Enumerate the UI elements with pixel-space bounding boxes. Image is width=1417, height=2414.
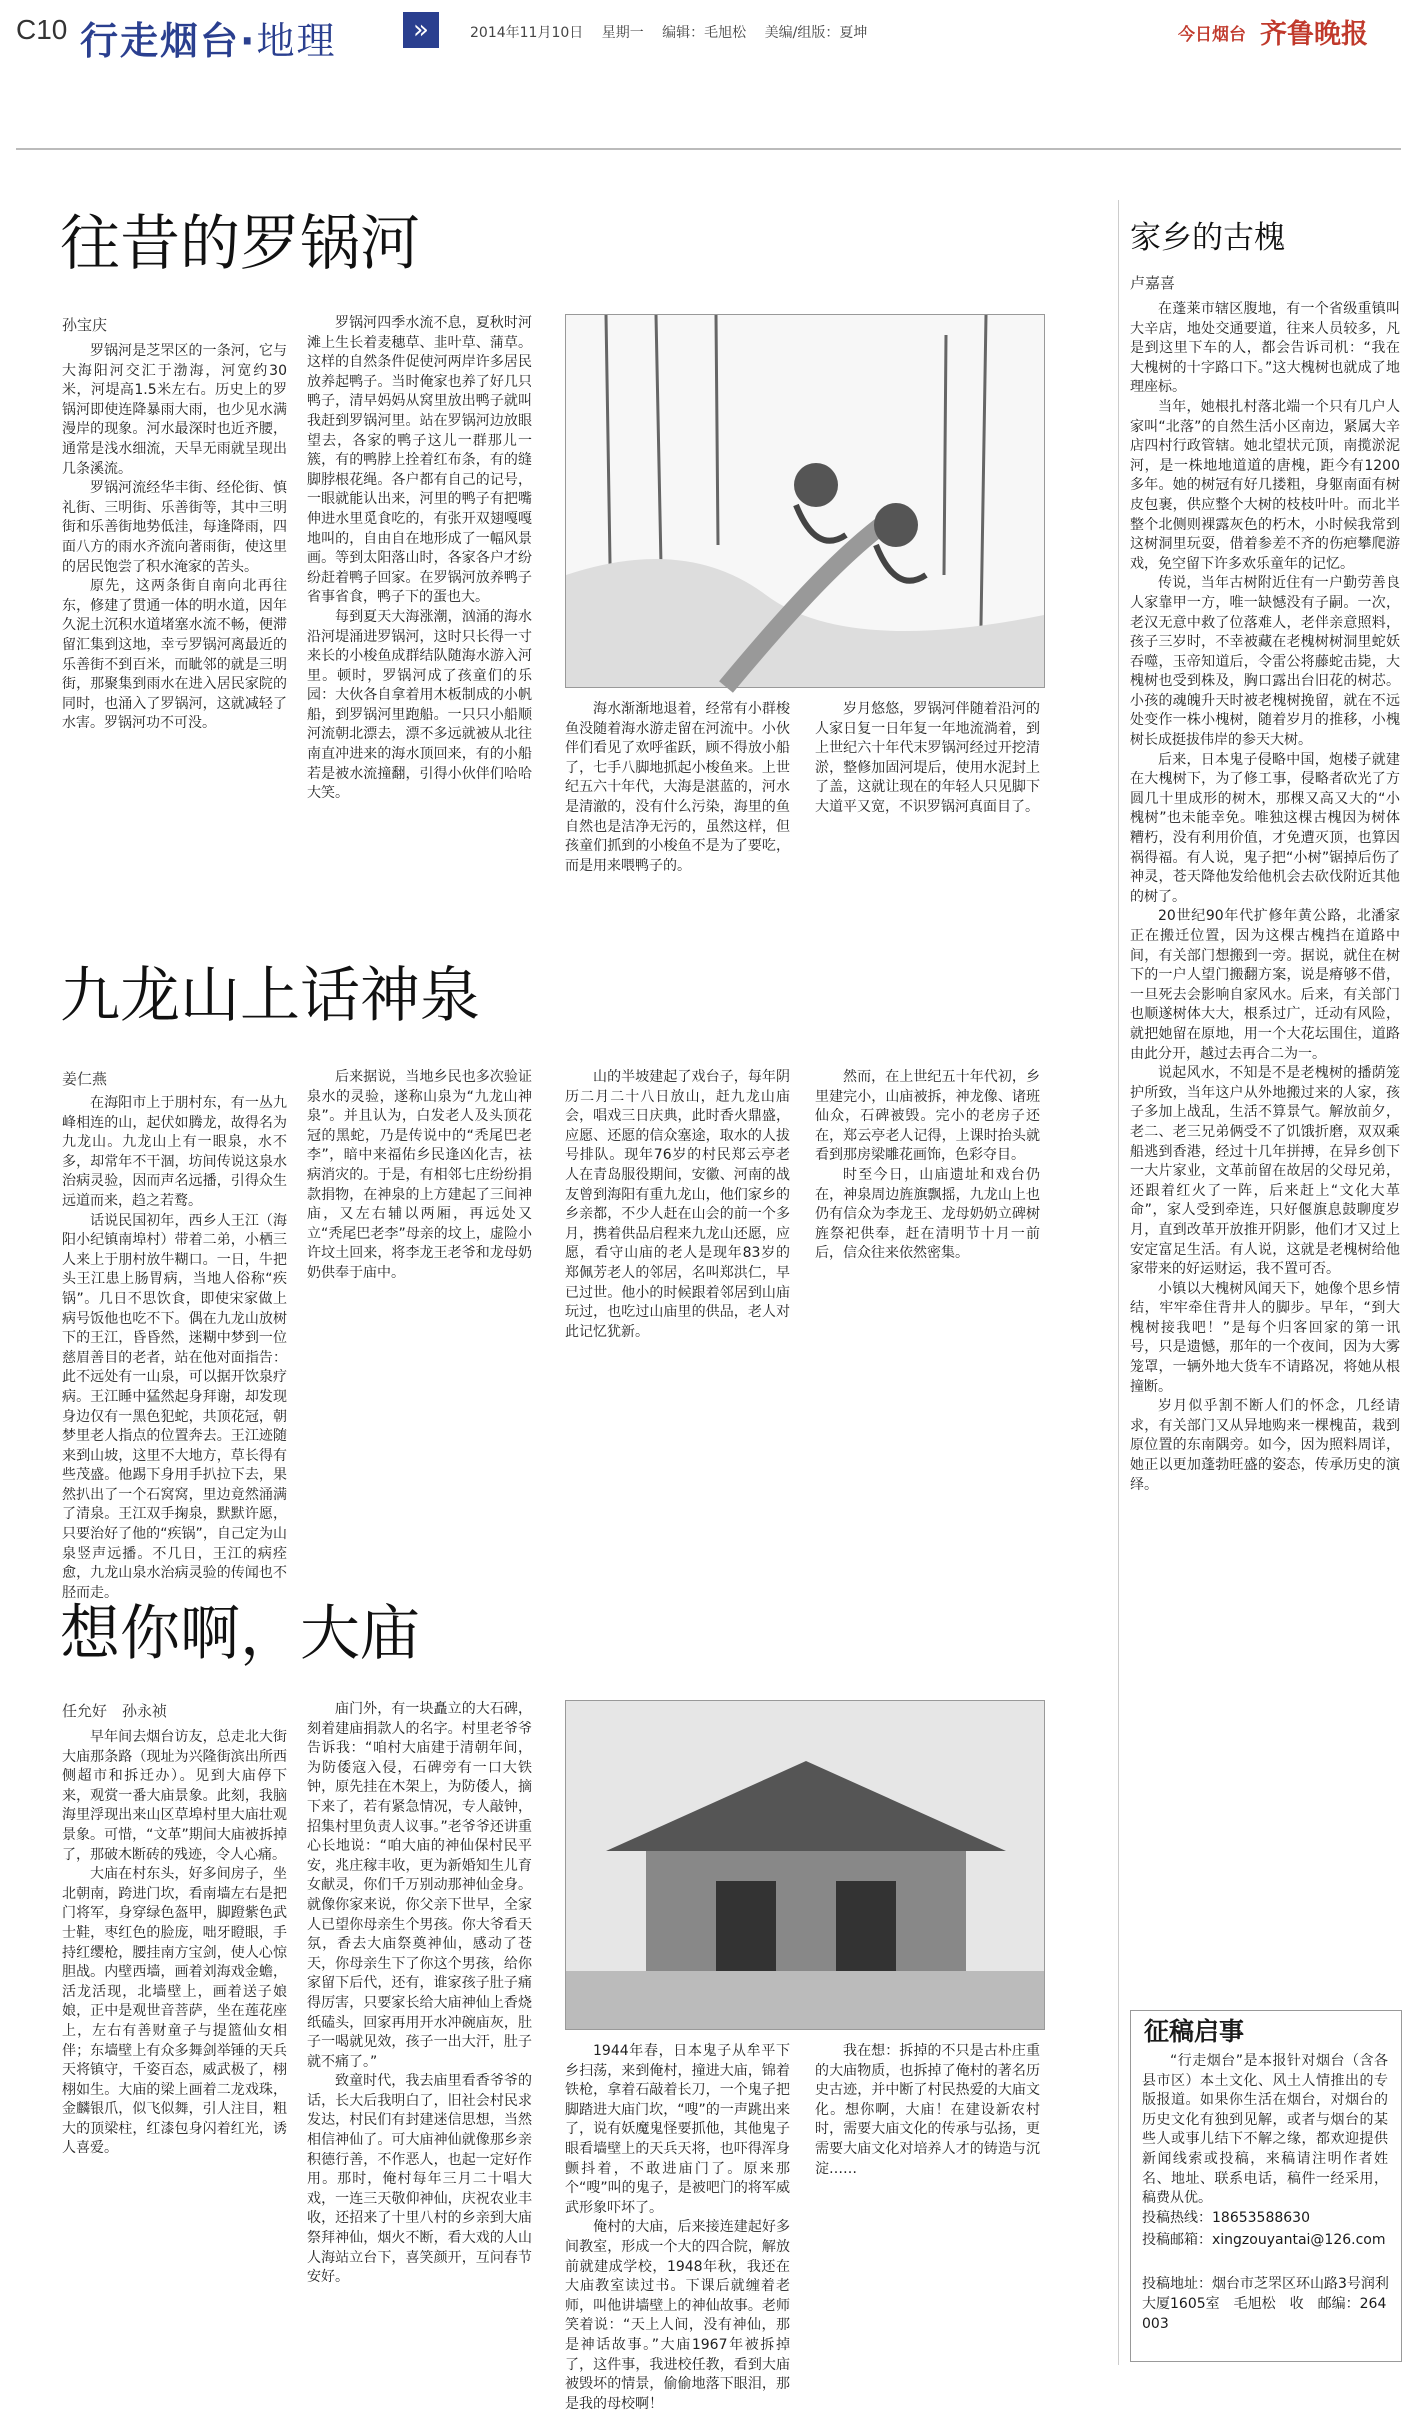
issue-date: 2014年11月10日 (470, 25, 584, 41)
article2-col1 (62, 1094, 287, 1614)
newspaper-logo: 齐鲁晚报 (1260, 19, 1368, 50)
article2-para: 时至今日，山庙遗址和戏台仍在，神泉周边旌旗飘摇，九龙山上也仍有信众为李龙王、龙母奶奶立碑树旌祭祀供奉，赶在清明节十月一前后，信众往来依然密集。 (815, 1166, 1040, 1262)
column-divider (1118, 200, 1119, 2365)
call-address: 投稿地址：烟台市芝罘区环山路3号润利大厦1605室 毛旭松 收 邮编：264003 (1142, 2276, 1389, 2332)
article3-col2 (307, 1700, 532, 2368)
temple-photo-icon (566, 1701, 1044, 2029)
article3-col3 (565, 2042, 790, 2412)
email-label: 投稿邮箱： (1142, 2232, 1212, 2248)
sidebar-author: 卢嘉喜 (1130, 274, 1176, 292)
article3-para: 俺村的大庙，后来接连建起好多间教室，形成一个大的四合院，解放前就建成学校，1948年秋，我还在大庙教室读过书。下课后就缠着老师，叫他讲墙壁上的神仙故事。老师笑着说：“天上人间，没有神仙，那是神话故事。”大庙1967年被拆掉了，这件事，我进校任教，看到大庙被毁坏的情景，偷偷地落下眼泪，那是我的母校啊！ (565, 2219, 790, 2412)
editor-credit: 编辑：毛旭松 (662, 25, 747, 41)
article2-para: 话说民国初年，西乡人王江（海阳小纪镇南埠村）带着二弟，小栖三人来上于朋村放牛糊口。一日，牛把头王江患上肠胃病，当地人俗称“疾锅”。几日不思饮食，即使宋家做上病号饭他也吃不下。偶在九龙山放树下的王江，昏昏然，迷糊中梦到一位慈眉善目的老者，站在他对面指告：此不远处有一山泉，可以据开饮泉疗病。王江睡中猛然起身拜谢，却发现身边仅有一黑色犯蛇，共顶花冠，朝梦里老人指点的位置奔去。王江迹随来到山坡，这里不大地方，草长得有些茂盛。他踢下身用手扒拉下去，果然扒出了一个石窝窝，里边竟然涌满了清泉。王江双手掬泉，默默许愿，只要治好了他的“疾锅”，自己定为山泉竖声远播。不几日，王江的病痊愈，九龙山泉水治病灵验的传闻也不胫而走。 (62, 1212, 287, 1601)
sidebar-body (1130, 300, 1400, 2000)
designer-credit: 美编/组版：夏坤 (764, 25, 868, 41)
article1-title: 往昔的罗锅河 (60, 209, 420, 279)
article2-col4 (815, 1068, 1040, 1613)
page-number: C10 (16, 14, 68, 45)
article3-title: 想你啊，大庙 (60, 1599, 420, 1669)
sidebar-para: 在蓬莱市辖区腹地，有一个省级重镇叫大辛店，地处交通要道，往来人员较多，凡是到这里下车的人，都会告诉司机：“我在大槐树的十字路口下。”这大槐树也就成了地理座标。 (1130, 301, 1400, 396)
article1-para: 原先，这两条街自南向北再往东，修建了贯通一体的明水道，因年久泥土沉积水道堵塞水流不畅，便滞留汇集到这地，幸亏罗锅河离最近的乐善街不到百米，而眦邻的就是三明街，那聚集到雨水在进入居民家院的同时，也涌入了罗锅河，这就减轻了水害。罗锅河功不可没。 (62, 578, 287, 732)
call-hotline (1142, 2208, 1392, 2228)
article2-para: 后来据说，当地乡民也多次验证泉水的灵验，遂称山泉为“九龙山神泉”。并且认为，白发老人及头顶花冠的黑蛇，乃是传说中的“秃尾巴老李”，暗中来福佑乡民逢凶化吉，祛病消灾的。于是，有相邻七庄纷纷捐款捐物，在神泉的上方建起了三间神庙，又左右辅以两厢，再远处又立“秃尾巴老李”母亲的坟上，虚险小许坟土回来，将李龙王老爷和龙母奶奶供奉于庙中。 (307, 1069, 532, 1281)
sidebar-para: 当年，她根扎村落北端一个只有几户人家叫“北落”的自然生活小区南边，紧属大辛店四村行政管辖。她北望状元顶，南揽淤泥河，是一株地地道道的唐槐，距今有1200多年。她的树冠有好几搂粗，身躯南面有树皮包裹，供应整个大树的枝枝叶叶。而北半整个北侧则裸露灰色的朽木，小时候我常到这树洞里玩耍，借着参差不齐的伤疤攀爬游戏，免空留下许多欢乐童年的记忆。 (1130, 398, 1400, 572)
article3-para: 我在想：拆掉的不只是古朴庄重的大庙物质，也拆掉了俺村的著名历史古迹，并中断了村民热爱的大庙文化。想你啊，大庙！在建设新农村时，需要大庙文化的传承与弘扬，更需要大庙文化对培养人才的铸造与沉淀…… (815, 2043, 1040, 2177)
article1-para: 罗锅河是芝罘区的一条河，它与大海阳河交汇于渤海，河宽约30米，河堤高1.5米左右。历史上的罗锅河即使连降暴雨大雨，也少见水满漫岸的现象。河水最深时也近齐腰，通常是浅水细流，天旱无雨就呈现出几条溪流。 (62, 343, 287, 477)
issue-meta (470, 22, 881, 42)
article1-para: 海水渐渐地退着，经常有小群梭鱼没随着海水游走留在河流中。小伙伴们看见了欢呼雀跃，顾不得放小船了，七手八脚地抓起小梭鱼来。上世纪五六十年代，大海是湛蓝的，河水是清澈的，没有什么污染，海里的鱼自然也是洁净无污的，虽然这样，但孩童们抓到的小梭鱼不是为了要吃，而是用来喂鸭子的。 (565, 701, 790, 874)
article2-col2 (307, 1068, 532, 1613)
article2-author: 姜仁燕 (62, 1070, 108, 1088)
article1-para: 罗锅河流经华丰街、经伦街、慎礼街、三明街、乐善街等，其中三明街和乐善街地势低洼，每逢降雨，四面八方的雨水齐流向著雨街，使这里的居民饱尝了积水淹家的苦头。 (62, 480, 287, 575)
call-text: “行走烟台”是本报针对烟台（含各县市区）本土文化、风土人情推出的专版报道。如果你生活在烟台，对烟台的历史文化有独到见解，或者与烟台的某些人或事儿结下不解之缘，都欢迎提供新闻线索或投稿，来稿请注明作者姓名、地址、联系电话，稿件一经采用，稿费从优。 (1142, 2053, 1388, 2207)
article3-col1 (62, 1728, 287, 2368)
sidebar-para: 岁月似乎割不断人们的怀念，几经请求，有关部门又从异地购来一棵槐苗，栽到原位置的东南隅旁。如今，因为照料周详，她正以更加蓬勃旺盛的姿态，传承历史的演绎。 (1130, 1398, 1400, 1493)
article3-para: 致童时代，我去庙里看香爷爷的话，长大后我明白了，旧社会村民求发达，村民们有封建迷信思想，当然相信神仙了。可大庙神仙就像那乡亲积德行善，不作恶人，也起一定好作用。那时，俺村每年三月二十唱大戏，一连三天敬仰神仙，庆祝农业丰收，还招来了十里八村的乡亲到大庙祭拜神仙，烟火不断，看大戏的人山人海站立台下，喜笑颜开，互问春节安好。 (307, 2073, 532, 2286)
sidebar-title: 家乡的古槐 (1130, 220, 1285, 256)
article1-col1 (62, 342, 287, 902)
article1-col2 (307, 314, 532, 904)
call-title: 征稿启事 (1138, 2012, 1250, 2048)
article2-title: 九龙山上话神泉 (60, 961, 480, 1031)
article1-para: 岁月悠悠，罗锅河伴随着沿河的人家日复一日年复一年地流淌着，到上世纪六十年代末罗锅河经过开挖清淤，整修加固河堤后，使用水泥封上了盖，这就让现在的年轻人只见脚下大道平又宽，不识罗锅河真面目了。 (815, 701, 1040, 815)
article3-para: 大庙在村东头，好多间房子，坐北朝南，跨进门坎，看南墙左右是把门将军，身穿绿色盔甲，脚蹬紫色武士鞋，枣红色的脸庞，咄牙瞪眼，手持红缨枪，腰挂南方宝剑，使人心惊胆战。内壁西墙，画着刘海戏金蟾，活龙活现，北墙壁上，画着送子娘娘，正中是观世音菩萨，坐在莲花座上，左右有善财童子与提篮仙女相伴；东墙壁上有众多舞剑举锤的天兵天将镇守，千姿百态，威武极了，栩栩如生。大庙的梁上画着二龙戏珠，金麟银爪，似飞似舞，引人注目，粗大的顶梁柱，红漆包身闪着红光，诱人喜爱。 (62, 1866, 287, 2157)
section-title: 行走烟台·地理 (80, 19, 337, 63)
article3-para: 早年间去烟台访友，总走北大街大庙那条路（现址为兴隆街滨出所西侧超市和拆迁办）。见到大庙停下来，观赏一番大庙景象。此刻，我脑海里浮现出来山区草埠村里大庙壮观景象。可惜，“文革”期间大庙被拆掉了，那破木断砖的残迹，令人心痛。 (62, 1729, 287, 1863)
article1-para: 罗锅河四季水流不息，夏秋时河滩上生长着麦穗草、韭叶草、蒲草。这样的自然条件促使河两岸许多居民放养起鸭子。当时俺家也养了好几只鸭子，清早妈妈从窝里放出鸭子就叫我赶到罗锅河里。站在罗锅河边放眼望去，各家的鸭子这儿一群那儿一簇，有的鸭脖上拴着红布条，有的缝脚脖根花绳。各户都有自己的记号，一眼就能认出来，河里的鸭子有把嘴伸进水里觅食吃的，有张开双翅嘎嘎地叫的，自由自在地形成了一幅风景画。等到太阳落山时，各家各户才纷纷赶着鸭子回家。在罗锅河放养鸭子省事省食，鸭子下的蛋也大。 (307, 315, 532, 606)
call-text-block (1142, 2052, 1388, 2207)
article1-col4 (815, 700, 1040, 900)
article3-photo (565, 1700, 1045, 2030)
email-address: xingzouyantai@126.com (1212, 2232, 1386, 2248)
article3-author: 任允好 孙永祯 (62, 1702, 168, 1720)
hotline-label: 投稿热线： (1142, 2210, 1212, 2226)
article2-para: 然而，在上世纪五十年代初，乡里建完小，山庙被拆，神龙像、诸班仙众，石碑被毁。完小的老房子还在，郑云亭老人记得，上课时抬头就看到那房梁雕花画饰，色彩夺目。 (815, 1069, 1040, 1164)
double-chevron-icon: » (403, 12, 439, 48)
article1-illustration (565, 314, 1045, 688)
header-rule (16, 148, 1401, 150)
issue-weekday: 星期一 (601, 25, 644, 41)
sidebar-para: 小镇以大槐树风闻天下，她像个思乡情结，牢牢牵住背井人的脚步。早年，“到大槐树接我吧！”是每个归客回家的第一讯号，只是遗憾，那年的一个夜间，因为大雾笼罩，一辆外地大货车不请路况，将她从根撞断。 (1130, 1280, 1400, 1395)
sidebar-para: 20世纪90年代扩修年黄公路，北潘家正在搬迁位置，因为这棵古槐挡在道路中间，有关部门想搬到一旁。据说，就住在树下的一户人望门搬翻方案，说是瘠够不借，一旦死去会影响自家风水。后来，有关部门也顺遂树体大大，根系过广，迁动有风险，就把她留在原地，用一个大花坛围住，道路由此分开，越过去再合二为一。 (1130, 908, 1400, 1062)
section-sub: 地理 (256, 19, 337, 63)
call-email (1142, 2230, 1392, 2250)
edition-name: 今日烟台 (1178, 25, 1246, 45)
river-sketch-icon (566, 315, 1044, 687)
sidebar-para: 后来，日本鬼子侵略中国，炮楼子就建在大槐树下，为了修工事，侵略者砍光了方圆几十里成形的树木，那棵又高又大的“小槐树”也未能幸免。唯独这棵古槐因为树体糟朽，没有利用价值，才免遭灭顶，也算因祸得福。有人说，鬼子把“小树”锯掉后伤了神灵，苍天降他发给他机会去砍伐附近其他的树了。 (1130, 751, 1400, 905)
article3-para: 1944年春，日本鬼子从牟平下乡扫荡，来到俺村，撞进大庙，锦着铁枪，拿着石敲着长刀，一个鬼子把脚踏进大庙门坎，“嗖”的一声跳出来了，说有妖魔鬼怪要抓他，其他鬼子眼看墙壁上的天兵天将，也吓得浑身颤抖着，不敢进庙门了。原来那个“嗖”叫的鬼子，是被吧门的将军威武形象吓坏了。 (565, 2043, 790, 2216)
sidebar-para: 传说，当年古树附近住有一户勤劳善良人家靠甲一方，唯一缺憾没有子嗣。一次，老汉无意中救了位落难人，老伴亲意照料，孩子三岁时，不幸被藏在老槐树树洞里蛇妖吞噬，玉帝知道后，令雷公将藤蛇击毙，大槐树也受到株及，胸口露出台旧花的树芯。小孩的魂魄升天时被老槐树挽留，就在不远处变作一株小槐树，随着岁月的推移，小槐树长成挺拔伟岸的参天大树。 (1130, 575, 1400, 749)
hotline-number: 18653588630 (1212, 2210, 1310, 2226)
article1-para: 每到夏天大海涨潮，汹涌的海水沿河堤涌进罗锅河，这时只长得一寸来长的小梭鱼成群结队随海水游入河里。顿时，罗锅河成了孩童们的乐园：大伙各自拿着用木板制成的小帆船，到罗锅河里跑船。一只只小船顺河流朝北漂去，漂不多远就被从北往南直冲进来的海水顶回来，有的小船若是被水流撞翻，引得小伙伴们哈哈大笑。 (307, 608, 532, 802)
section-name: 行走烟台 (80, 19, 241, 63)
article2-para: 在海阳市上于朋村东，有一丛九峰相连的山，起伏如腾龙，故得名为九龙山。九龙山上有一眼泉，水不多，却常年不干涸，坊间传说这泉水治病灵验，因而声名远播，引得众生远道而来，趋之若鹜。 (62, 1095, 287, 1209)
article1-author: 孙宝庆 (62, 316, 108, 334)
article1-col3 (565, 700, 790, 900)
article3-para: 庙门外，有一块矗立的大石碑，刻着建庙捐款人的名字。村里老爷爷告诉我：“咱村大庙建于清朝年间，为防倭寇入侵，石碑旁有一口大铁钟，原先挂在木架上，为防倭人，摘下来了，若有紧急情况，专人敲钟，招集村里负责人议事。”老爷爷还讲重心长地说：“咱大庙的神仙保村民平安，兆庄稼丰收，更为新婚知生儿育女献灵，你们千万别动那神仙金身。就像你家来说，你父亲下世早，全家人已望你母亲生个男孩。你大爷看天氛，香去大庙祭奠神仙，感动了苍天，你母亲生下了你这个男孩，给你家留下后代，还有，谁家孩子肚子痛得厉害，只要家长给大庙神仙上香烧纸磕头，回家再用开水冲碗庙灰，肚子一喝就见效，孩子一出大汗，肚子就不痛了。” (307, 1701, 532, 2070)
article2-col3 (565, 1068, 790, 1613)
article3-col4 (815, 2042, 1040, 2368)
article2-para: 山的半坡建起了戏台子，每年阴历二月二十八日放山，赶九龙山庙会，唱戏三日庆典，此时香火鼎盛，应愿、还愿的信众塞途，取水的人拔号排队。现年76岁的村民郑云亭老人在青岛服役期间，安徽、河南的战友曾到海阳有重九龙山，他们家乡的乡亲都，不少人赶在山会的前一个多月，携着供品启程来九龙山还愿，应愿，看守山庙的老人是现年83岁的郑佩芳老人的邻居，名叫郑洪仁，早已过世。他小的时候跟着邻居到山庙玩过，也吃过山庙里的供品，老人对此记忆犹新。 (565, 1069, 790, 1340)
sidebar-para: 说起风水，不知是不是老槐树的播荫笼护所致，当年这户从外地搬过来的人家，孩子多加上战乱，生活不算景气。解放前夕，老二、老三兄弟俩受不了饥饿折磨，双双乘船逃到香港，经过十几年拼搏，在异乡创下一大片家业，文革前留在故居的父母兄弟，还跟着红火了一阵，后来赶上“文化大革命”，家人受到牵连，只好偃旗息鼓聊度岁月，直到改革开放推开阴影，他们才又过上安定富足生活。有人说，这就是老槐树给他家带来的好运财运，我不置可否。 (1130, 1065, 1400, 1278)
